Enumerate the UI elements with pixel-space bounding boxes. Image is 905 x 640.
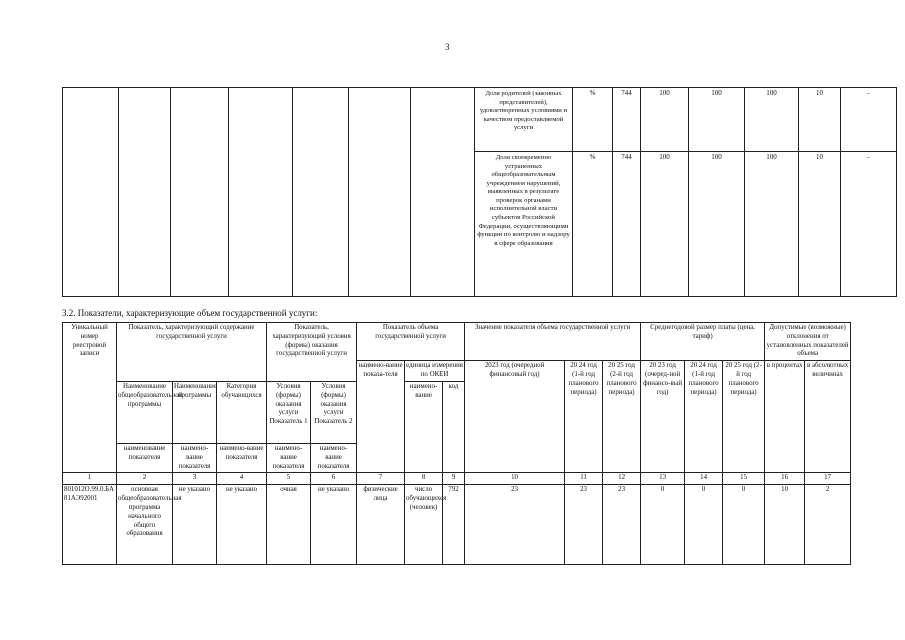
okei-cell: 744 xyxy=(613,152,641,297)
volume-table xyxy=(62,322,851,565)
col-number: 8 xyxy=(405,473,443,485)
indicator-label: Доля родителей (законных представителей), удовлетворенных условиями и качеством предоставляемой услуги xyxy=(475,88,573,152)
header-f2025: 20 25 год (2-й год планового периода) xyxy=(723,361,765,473)
col-number: 16 xyxy=(765,473,805,485)
col-number: 3 xyxy=(173,473,217,485)
header-f2023: 20 23 год (очеред-ной финансо-вый год) xyxy=(641,361,685,473)
header-n2: наимено-вание показателя xyxy=(173,443,217,472)
table-row xyxy=(63,485,851,565)
value-cell: 100 xyxy=(745,152,799,297)
col-number: 1 xyxy=(63,473,117,485)
program-name-cell: не указано xyxy=(173,485,217,565)
header-c1: Наименование общеобразовательной программы xyxy=(117,381,173,443)
form-cell: очная xyxy=(267,485,311,565)
column-numbers-row xyxy=(63,473,851,485)
unit-cell: число обучающихся (человек) xyxy=(405,485,443,565)
header-dev-pct: в процентах xyxy=(765,361,805,473)
deviation-pct-cell: 10 xyxy=(765,485,805,565)
header-values: Значение показателя объема государственной услуги xyxy=(465,323,641,361)
deviation-abs-cell: 2 xyxy=(805,485,851,565)
col-number: 7 xyxy=(357,473,405,485)
header-unique: Уникальный номер реестровой записи xyxy=(63,323,117,473)
fee-cell: 0 xyxy=(641,485,685,565)
unit-cell: % xyxy=(573,88,613,152)
value-cell: 23 xyxy=(603,485,641,565)
header-c3: Категория обучающихся xyxy=(217,381,267,443)
value-cell: 100 xyxy=(745,88,799,152)
header-y2025: 20 25 год (2-й год планового периода) xyxy=(603,361,641,473)
header-c5: Условия (формы) оказания услуги Показатель 2 xyxy=(311,381,357,443)
col-number: 12 xyxy=(603,473,641,485)
indicator-cell: физические лица xyxy=(357,485,405,565)
col-number: 5 xyxy=(267,473,311,485)
indicator-label: Доля своевременно устраненных общеобразовательным учреждением нарушений, выявленных в результате проверок органами исполнительной власти субъектов Российской Федерации, осуществляющими функции по контролю и надзору в сфере образования xyxy=(475,152,573,297)
col-number: 15 xyxy=(723,473,765,485)
col-number: 14 xyxy=(685,473,723,485)
col-number: 10 xyxy=(465,473,565,485)
value-cell: 100 xyxy=(641,88,689,152)
table-row xyxy=(63,88,897,152)
section-title: 3.2. Показатели, характеризующие объем государственной услуги: xyxy=(62,308,318,318)
okei-cell: 744 xyxy=(613,88,641,152)
value-cell: 100 xyxy=(689,152,745,297)
value-cell: 23 xyxy=(465,485,565,565)
header-deviation: Допустимые (возможные) отклонения от установленных показателей объема xyxy=(765,323,851,361)
deviation-abs-cell: - xyxy=(841,88,897,152)
col-number: 6 xyxy=(311,473,357,485)
program-cell: основная общеобразовательная программа начального общего образования xyxy=(117,485,173,565)
header-y2023: 2023 год (очередной финансовый год) xyxy=(465,361,565,473)
page-number: 3 xyxy=(445,42,450,52)
deviation-pct-cell: 10 xyxy=(799,88,841,152)
header-n5: наимено-вание показателя xyxy=(311,443,357,472)
header-conditions: Показатель, характеризующий условия (формы) оказания государственной услуги xyxy=(267,323,357,382)
col-number: 2 xyxy=(117,473,173,485)
header-f2024: 20 24 год (1-й год планового периода) xyxy=(685,361,723,473)
header-content: Показатель, характеризующий содержание государственной услуги xyxy=(117,323,267,382)
value-cell: 100 xyxy=(689,88,745,152)
header-volume-name: наимено-вание показа-теля xyxy=(357,361,405,473)
continuation-table xyxy=(62,87,897,297)
col-number: 4 xyxy=(217,473,267,485)
category-cell: не указано xyxy=(217,485,267,565)
fee-cell: 0 xyxy=(685,485,723,565)
header-volume: Показатель объема государственной услуги xyxy=(357,323,465,361)
col-number: 17 xyxy=(805,473,851,485)
col-number: 13 xyxy=(641,473,685,485)
code-cell: 792 xyxy=(443,485,465,565)
table-row xyxy=(63,323,851,361)
deviation-abs-cell: - xyxy=(841,152,897,297)
header-fee: Среднегодовой размер платы (цена, тариф) xyxy=(641,323,765,361)
value-cell: 23 xyxy=(565,485,603,565)
header-n1: наименование показателя xyxy=(117,443,173,472)
header-dev-abs: в абсолютных величинах xyxy=(805,361,851,473)
header-unit-code: код xyxy=(443,381,465,472)
unit-cell: % xyxy=(573,152,613,297)
value-cell: 100 xyxy=(641,152,689,297)
header-y2024: 20 24 год (1-й год планового периода) xyxy=(565,361,603,473)
col-number: 11 xyxy=(565,473,603,485)
registry-id: 801012О.99.0.БА81АЭ92001 xyxy=(63,485,117,565)
fee-cell: 0 xyxy=(723,485,765,565)
header-unit: единица измерения по ОКЕИ xyxy=(405,361,465,382)
header-c4: Условия (формы) оказания услуги Показатель 1 xyxy=(267,381,311,443)
condition2-cell: не указано xyxy=(311,485,357,565)
col-number: 9 xyxy=(443,473,465,485)
header-n4: наимено-вание показателя xyxy=(267,443,311,472)
header-unit-name: наимено-вание xyxy=(405,381,443,472)
deviation-pct-cell: 10 xyxy=(799,152,841,297)
header-n3: наимено-вание показателя xyxy=(217,443,267,472)
header-c2: Наименование программы xyxy=(173,381,217,443)
